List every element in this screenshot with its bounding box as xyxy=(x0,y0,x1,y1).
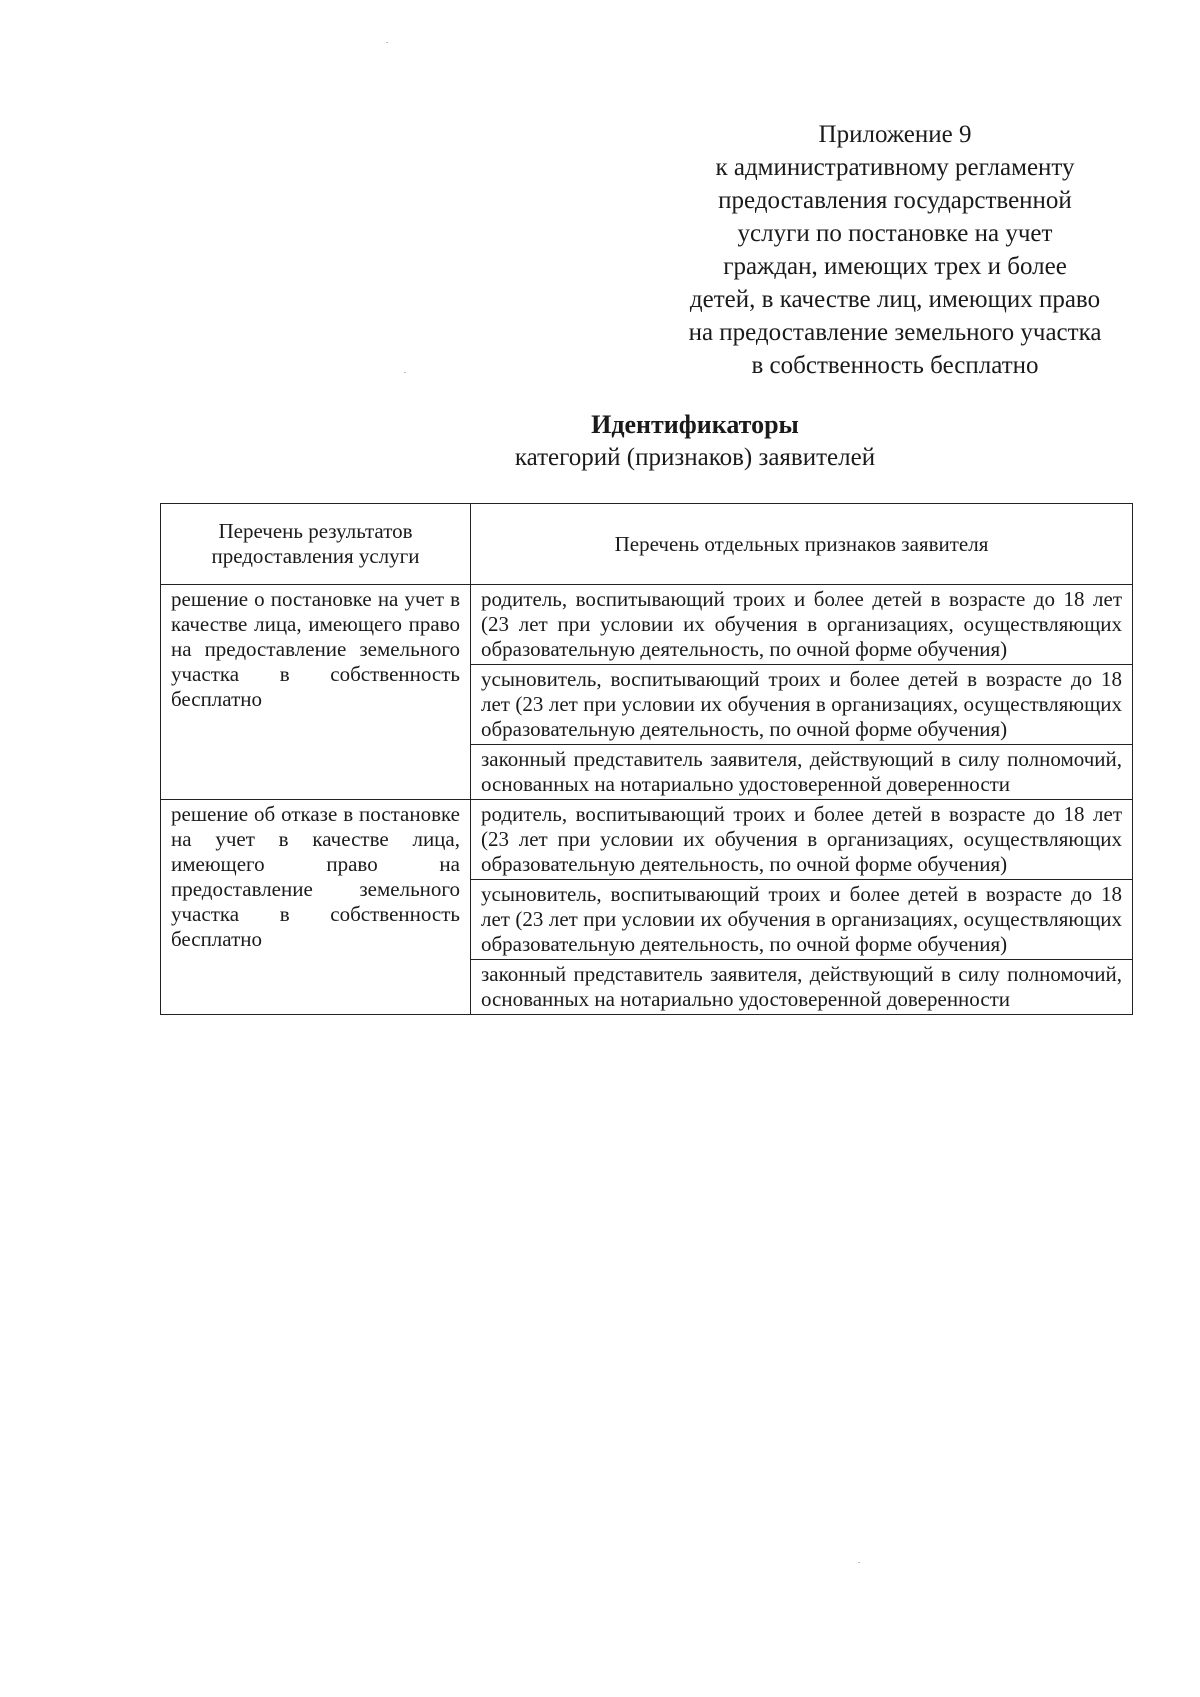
document-subtitle: категорий (признаков) заявителей xyxy=(514,444,876,471)
header-results: Перечень результатов предоставления услуги xyxy=(161,504,471,585)
feature-cell: родитель, воспитывающий троих и более детей в возрасте до 18 лет (23 лет при условии их обучения в организациях, осуществляющих образовательную деятельность, по очной форме обучения) xyxy=(471,800,1133,880)
table-row xyxy=(161,585,1133,665)
table-header-row xyxy=(161,504,1133,585)
appendix-header xyxy=(645,118,1145,382)
appendix-line: Приложение 9 xyxy=(818,121,972,148)
feature-cell: законный представитель заявителя, действующий в силу полномочий, основанных на нотариально удостоверенной доверенности xyxy=(471,960,1133,1015)
table-row xyxy=(161,800,1133,880)
result-cell: решение об отказе в постановке на учет в качестве лица, имеющего право на предоставление земельного участка в собственность бесплатно xyxy=(161,800,471,1015)
appendix-line: услуги по постановке на учет xyxy=(737,220,1053,247)
appendix-line: к административному регламенту xyxy=(715,154,1075,181)
appendix-line: в собственность бесплатно xyxy=(751,352,1039,379)
scan-speck xyxy=(386,42,388,43)
feature-cell: усыновитель, воспитывающий троих и более детей в возрасте до 18 лет (23 лет при условии их обучения в организациях, осуществляющих образовательную деятельность, по очной форме обучения) xyxy=(471,665,1133,745)
identifiers-table xyxy=(160,503,1133,1015)
appendix-line: граждан, имеющих трех и более xyxy=(723,253,1067,280)
appendix-line: на предоставление земельного участка xyxy=(688,319,1102,346)
feature-cell: родитель, воспитывающий троих и более детей в возрасте до 18 лет (23 лет при условии их обучения в организациях, осуществляющих образовательную деятельность, по очной форме обучения) xyxy=(471,585,1133,665)
scan-speck xyxy=(404,372,406,373)
result-cell: решение о постановке на учет в качестве лица, имеющего право на предоставление земельного участка в собственность бесплатно xyxy=(161,585,471,800)
feature-cell: усыновитель, воспитывающий троих и более детей в возрасте до 18 лет (23 лет при условии их обучения в организациях, осуществляющих образовательную деятельность, по очной форме обучения) xyxy=(471,880,1133,960)
scan-speck xyxy=(858,1562,860,1563)
appendix-line: детей, в качестве лиц, имеющих право xyxy=(689,286,1101,313)
document-heading xyxy=(150,408,1200,474)
feature-cell: законный представитель заявителя, действующий в силу полномочий, основанных на нотариально удостоверенной доверенности xyxy=(471,745,1133,800)
document-title: Идентификаторы xyxy=(591,410,799,439)
appendix-line: предоставления государственной xyxy=(718,187,1072,214)
header-features: Перечень отдельных признаков заявителя xyxy=(471,504,1133,585)
